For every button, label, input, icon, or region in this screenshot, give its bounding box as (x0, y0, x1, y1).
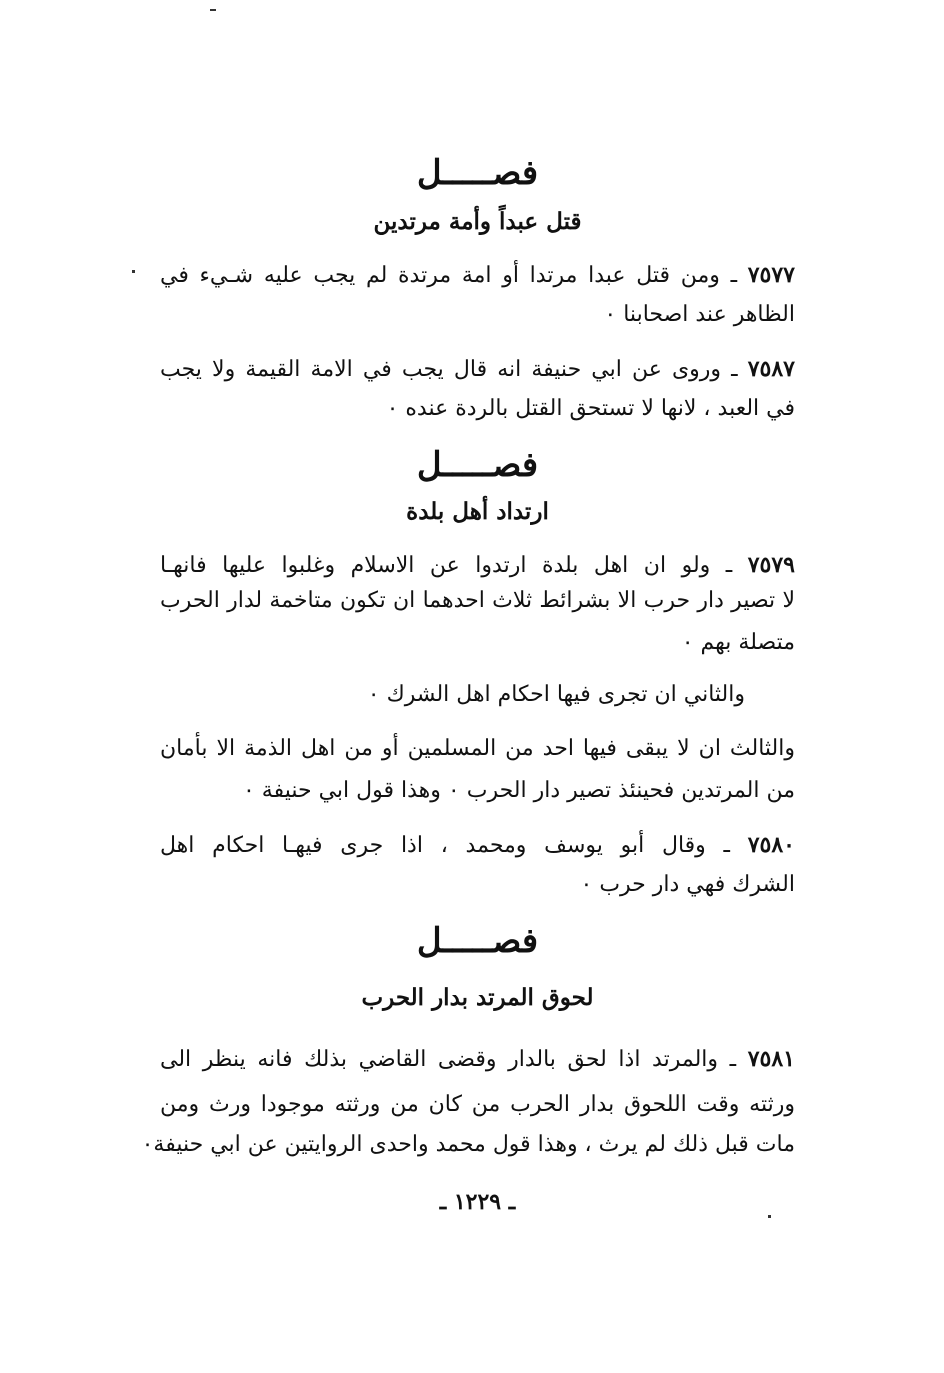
page-number: ـ ١٢٢٩ ـ (439, 1189, 516, 1215)
paragraph-number: ٧٥٧٩ (747, 552, 795, 578)
paragraph-line: ٧٥٧٧ ـ ومن قتل عبدا مرتدا أو امة مرتدة لم يجب عليه شـيء في (160, 262, 795, 288)
paragraph-line: الشرك فهي دار حرب ٠ (580, 872, 795, 897)
scan-speck (132, 270, 135, 273)
section-heading: فصـــــل (416, 445, 539, 485)
paragraph-number: ٧٥٧٧ (747, 262, 795, 288)
paragraph-line: ٧٥٨٠ ـ وقال أبو يوسف ومحمد ، اذا جرى فيهـا احكام اهل (160, 832, 795, 858)
section-heading: فصـــــل (416, 153, 539, 193)
paragraph-line: ٧٥٨٧ ـ وروى عن ابي حنيفة انه قال يجب في الامة القيمة ولا يجب (160, 356, 795, 382)
paragraph-line: ورثته وقت اللحوق بدار الحرب من كان من ورثته موجودا ورث ومن (160, 1092, 795, 1117)
paragraph-line: في العبد ، لانها لا تستحق القتل بالردة عنده ٠ (386, 396, 795, 421)
paragraph-line: مات قبل ذلك لم يرث ، وهذا قول محمد واحدى الروايتين عن ابي حنيفة٠ (141, 1132, 795, 1157)
paragraph-line: ٧٥٧٩ ـ ولو ان اهل بلدة ارتدوا عن الاسلام وغلبوا عليها فانهـا (160, 552, 795, 578)
paragraph-number: ٧٥٨١ (747, 1046, 795, 1072)
paragraph-number: ٧٥٨٧ (747, 356, 795, 382)
section-title: ارتداد أهل بلدة (406, 498, 549, 525)
paragraph-line: ٧٥٨١ ـ والمرتد اذا لحق بالدار وقضى القاضي بذلك فانه ينظر الى (160, 1046, 795, 1072)
paragraph-line: الظاهر عند اصحابنا ٠ (604, 302, 795, 327)
scan-speck (768, 1215, 771, 1218)
section-title: لحوق المرتد بدار الحرب (361, 984, 594, 1011)
paragraph-line: والثاني ان تجرى فيها احكام اهل الشرك ٠ (367, 682, 745, 707)
paragraph-line: متصلة بهم ٠ (681, 630, 795, 655)
scan-speck (210, 9, 216, 11)
paragraph-line: والثالث ان لا يبقى فيها احد من المسلمين أو من اهل الذمة الا بأمان (160, 736, 795, 761)
paragraph-number: ٧٥٨٠ (747, 832, 795, 858)
paragraph-line: من المرتدين فحينئذ تصير دار الحرب ٠ وهذا قول ابي حنيفة ٠ (242, 778, 795, 803)
section-title: قتل عبداً وأمة مرتدين (373, 208, 582, 235)
section-heading: فصـــــل (416, 921, 539, 961)
paragraph-line: لا تصير دار حرب الا بشرائط ثلاث احدهما ان تكون متاخمة لدار الحرب (160, 588, 795, 613)
